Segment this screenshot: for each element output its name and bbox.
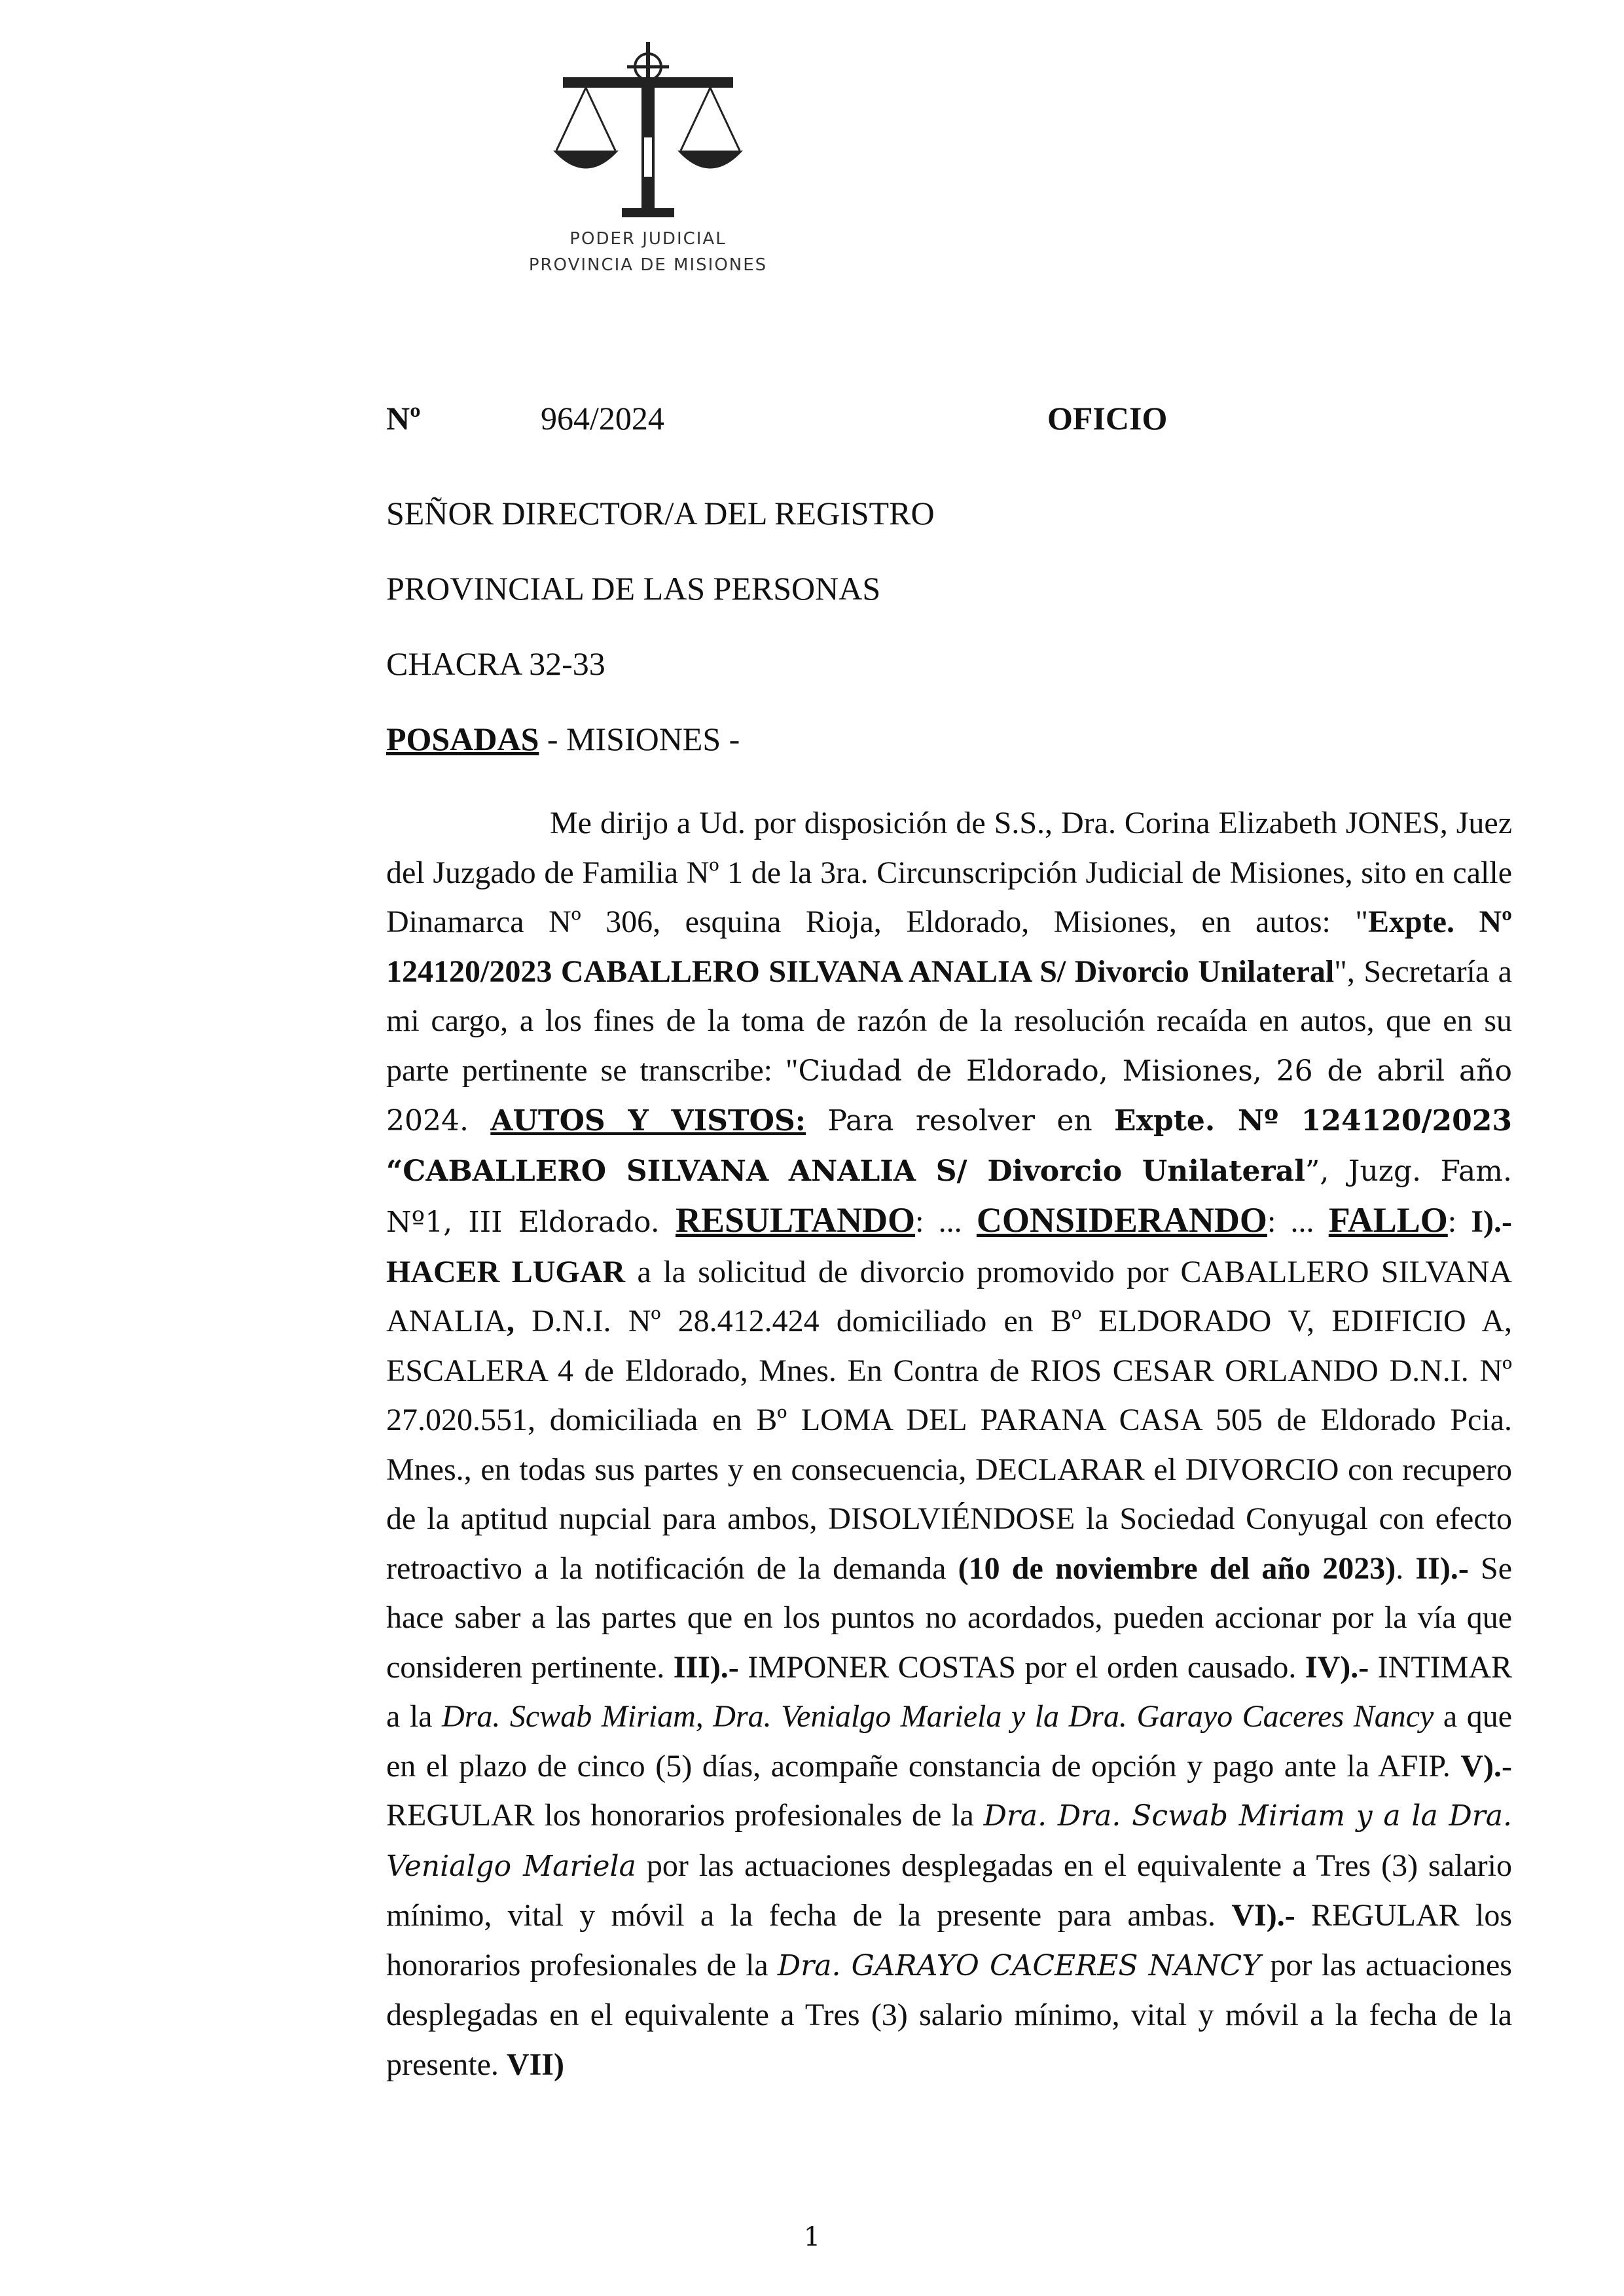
body-segment: por las actuaciones desplegadas en el equivalente a Tres (3) salario mínimo, vital y móvil a la fecha de la presente.: [386, 1947, 1512, 2082]
body-segment: REGULAR los honorarios profesionales de la: [386, 1898, 1512, 1982]
judicial-logo: [511, 39, 785, 288]
address-city: POSADAS: [386, 721, 539, 757]
address-line-3: CHACRA 32-33: [386, 645, 605, 682]
body-segment: REGULAR los honorarios profesionales de la: [386, 1798, 984, 1833]
page-number: 1: [803, 2222, 821, 2252]
letter-body: [386, 798, 1512, 2089]
body-segment: VII): [506, 2047, 564, 2082]
body-segment: Expte. Nº 124120/2023 “CABALLERO SILVANA ANALIA S/ Divorcio Unilateral: [386, 1104, 1513, 1188]
body-segment: ”, Juzg. Fam. Nº1, III Eldorado.: [386, 1154, 1513, 1239]
body-segment: Dra. Scwab Miriam, Dra. Venialgo Mariela y la Dra. Garayo Caceres Nancy: [442, 1699, 1434, 1734]
body-segment: :: [1447, 1204, 1471, 1239]
body-segment: AUTOS Y VISTOS:: [490, 1104, 806, 1138]
document-number: 964/2024: [541, 400, 664, 437]
body-segment: por las actuaciones desplegadas en el equivalente a Tres (3) salario mínimo, vital y móvil a la fecha de la presente para ambas.: [386, 1848, 1512, 1933]
address-city-line: [386, 720, 740, 758]
body-segment: : ...: [1267, 1204, 1329, 1239]
body-segment: ", Secretaría a mi cargo, a los fines de la toma de razón de la resolución recaída en autos, que en su parte pertinente se transcribe: ": [386, 954, 1512, 1088]
body-segment: Dra. GARAYO CACERES NANCY: [777, 1948, 1261, 1982]
body-segment: Expte. Nº 124120/2023 CABALLERO SILVANA ANALIA S/ Divorcio Unilateral: [386, 905, 1513, 989]
address-line-1: SEÑOR DIRECTOR/A DEL REGISTRO: [386, 495, 935, 531]
body-segment: I).- HACER LUGAR: [386, 1204, 1512, 1289]
logo-text-line1: PODER JUDICIAL: [569, 229, 727, 249]
document-title: OFICIO: [1047, 400, 1168, 437]
body-segment: : ...: [915, 1204, 977, 1239]
body-segment: Dra. Dra. Scwab Miriam y a la Dra. Venialgo Mariela: [386, 1799, 1512, 1883]
number-label: Nº: [386, 400, 421, 437]
body-segment: FALLO: [1328, 1200, 1448, 1240]
body-segment: a que en el plazo de cinco (5) días, acompañe constancia de opción y pago ante la AFIP.: [386, 1699, 1513, 1784]
address-line-2: PROVINCIAL DE LAS PERSONAS: [386, 570, 881, 607]
body-segment: V).-: [1460, 1748, 1512, 1784]
body-segment: D.N.I. Nº 28.412.424 domiciliado en Bº ELDORADO V, EDIFICIO A, ESCALERA 4 de Eldorado, Mnes. En Contra de RIOS CESAR ORLANDO D.N.I. Nº 27.020.551, domiciliada en Bº LOMA DEL PARANA CASA 505 de Eldorado Pcia. Mnes., en todas sus partes y en consecuencia, DECLARAR el DIVORCIO con recupero de la aptitud nupcial para ambos, DISOLVIÉNDOSE la Sociedad Conyugal con efecto retroactivo a la notificación de la demanda: [386, 1304, 1512, 1586]
body-segment: a la solicitud de divorcio promovido por CABALLERO SILVANA ANALIA: [386, 1254, 1512, 1338]
body-segment: II).-: [1415, 1551, 1469, 1586]
body-segment: CONSIDERANDO: [976, 1200, 1267, 1240]
body-segment: ,: [506, 1304, 514, 1338]
body-segment: INTIMAR a la: [386, 1649, 1512, 1734]
scales-of-justice-icon: [550, 39, 746, 223]
body-segment: IV).-: [1305, 1649, 1369, 1685]
body-segment: IMPONER COSTAS por el orden causado.: [738, 1649, 1305, 1685]
body-segment: (10 de noviembre del año 2023): [958, 1551, 1396, 1586]
logo-text-line2: PROVINCIA DE MISIONES: [528, 255, 768, 275]
body-segment: .: [1396, 1551, 1416, 1586]
body-segment: Me dirijo a Ud. por disposición de S.S., Dra. Corina Elizabeth JONES, Juez del Juzgado de Familia Nº 1 de la 3ra. Circunscripción Judicial de Misiones, sito en calle Dinamarca Nº 306, esquina Rioja, Eldorado, Misiones, en autos: ": [386, 806, 1512, 939]
body-segment: Para resolver en: [806, 1104, 1115, 1138]
body-segment: Se hace saber a las partes que en los puntos no acordados, pueden accionar por la vía que consideren pertinente.: [386, 1551, 1512, 1685]
body-segment: VI).-: [1231, 1898, 1295, 1933]
body-segment: Ciudad de Eldorado, Misiones, 26 de abril año 2024.: [386, 1054, 1513, 1138]
body-segment: III).-: [673, 1649, 739, 1685]
body-segment: RESULTANDO: [675, 1200, 916, 1240]
address-province: - MISIONES -: [539, 721, 740, 757]
